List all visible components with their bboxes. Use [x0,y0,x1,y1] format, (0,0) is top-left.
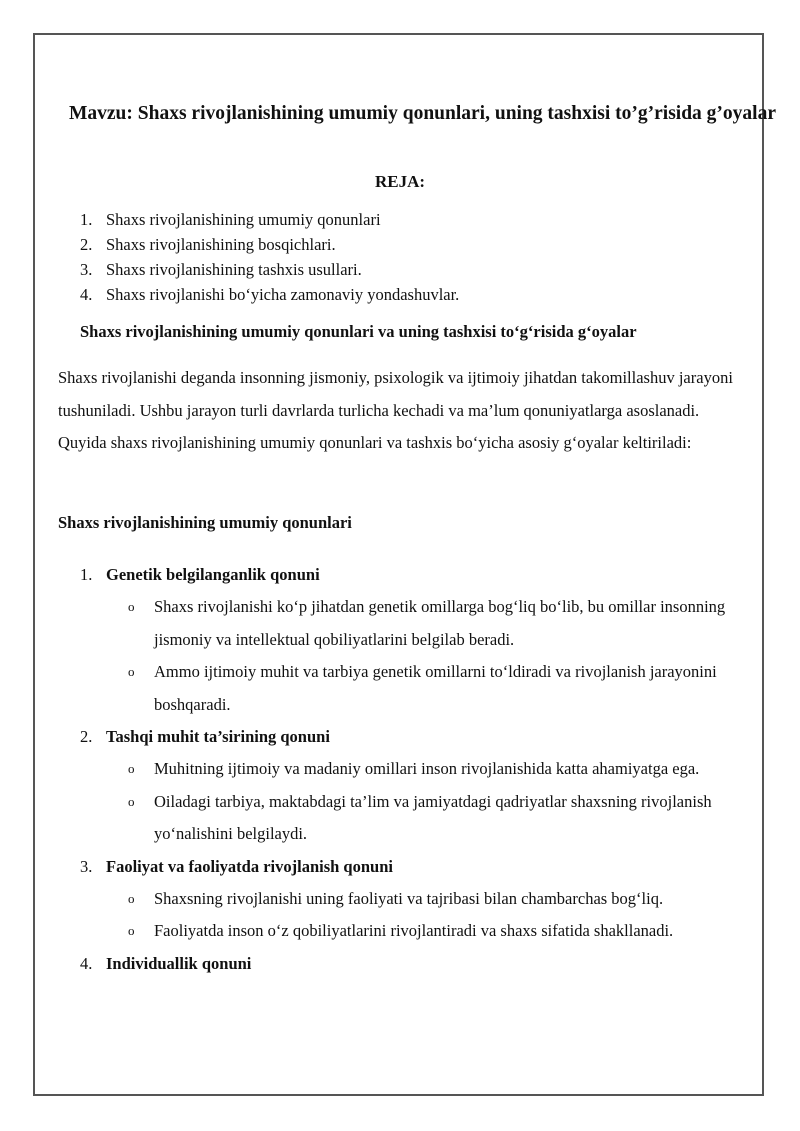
plan-item: 3. Shaxs rivojlanishining tashxis usullari. [80,260,362,279]
laws-list [80,563,745,980]
plan-item: 4. Shaxs rivojlanishi bo‘yicha zamonaviy yondashuvlar. [80,285,460,304]
plan-item: 1. Shaxs rivojlanishining umumiy qonunlari [80,210,381,229]
law-title: Tashqi muhit ta’sirining qonuni [106,727,330,746]
law-item: 2. Tashqi muhit ta’sirining qonuni o Muhitning ijtimoiy va madaniy omillari inson rivojlanishida katta ahamiyatga ega. o Oiladagi tarbiya, maktabdagi ta’lim va jamiyatdagi qadriyatlar shaxsning rivojlanish yo‘nalishini belgilaydi. [80,725,745,851]
plan-item: 2. Shaxs rivojlanishining bosqichlari. [80,235,336,254]
law-bullet: o Ammo ijtimoiy muhit va tarbiya genetik omillarni to‘ldiradi va rivojlanish jarayonini boshqaradi. [128,662,717,714]
law-bullet: o Muhitning ijtimoiy va madaniy omillari inson rivojlanishida katta ahamiyatga ega. [128,759,700,778]
section-subtitle: Shaxs rivojlanishining umumiy qonunlari va uning tashxisi to‘g‘risida g‘oyalar [80,322,637,341]
laws-heading: Shaxs rivojlanishining umumiy qonunlari [58,513,352,532]
law-bullet: o Oiladagi tarbiya, maktabdagi ta’lim va jamiyatdagi qadriyatlar shaxsning rivojlanish yo‘nalishini belgilaydi. [128,791,712,843]
law-item: 1. Genetik belgilanganlik qonuni o Shaxs rivojlanishi ko‘p jihatdan genetik omillarga bog‘liq bo‘lib, bu omillar insonning jismoniy va intellektual qobiliyatlarini belgilab beradi. o Ammo ijtimoiy muhit va tarbiya genetik omillarni to‘ldiradi va rivojlanish jarayonini boshqaradi. [80,563,745,721]
law-title: Individuallik qonuni [106,953,252,973]
law-title: Faoliyat va faoliyatda rivojlanish qonuni [106,856,393,876]
law-bullet: o Shaxs rivojlanishi ko‘p jihatdan genetik omillarga bog‘liq bo‘lib, bu omillar insonning jismoniy va intellektual qobiliyatlarini belgilab beradi. [128,597,726,649]
document-title: Mavzu: Shaxs rivojlanishining umumiy qonunlari, uning tashxisi to’g’risida g’oyalar [69,103,776,124]
law-title: Genetik belgilanganlik qonuni [106,565,320,584]
law-bullet: o Shaxsning rivojlanishi uning faoliyati va tajribasi bilan chambarchas bog‘liq. [128,888,664,908]
plan-list [80,207,459,307]
plan-heading: REJA: [374,172,426,191]
law-bullet: o Faoliyatda inson o‘z qobiliyatlarini rivojlantiradi va shaxs sifatida shakllanadi. [128,921,674,940]
intro-paragraph: Shaxs rivojlanishi deganda insonning jismoniy, psixologik va ijtimoiy jihatdan takomillashuv jarayoni tushuniladi. Ushbu jarayon turli davrlarda turlicha kechadi va ma’lum qonuniyatlarga asoslanadi. Quyida shaxs rivojlanishining umumiy qonunlari va tashxis bo‘yicha asosiy g‘oyalar keltiriladi: [58,368,733,452]
law-item: 3. Faoliyat va faoliyatda rivojlanish qonuni o Shaxsning rivojlanishi uning faoliyati va tajribasi bilan chambarchas bog‘liq. o Faoliyatda inson o‘z qobiliyatlarini rivojlantiradi va shaxs sifatida shakllanadi. [80,855,745,948]
law-item: 4. Individuallik qonuni [80,952,745,976]
